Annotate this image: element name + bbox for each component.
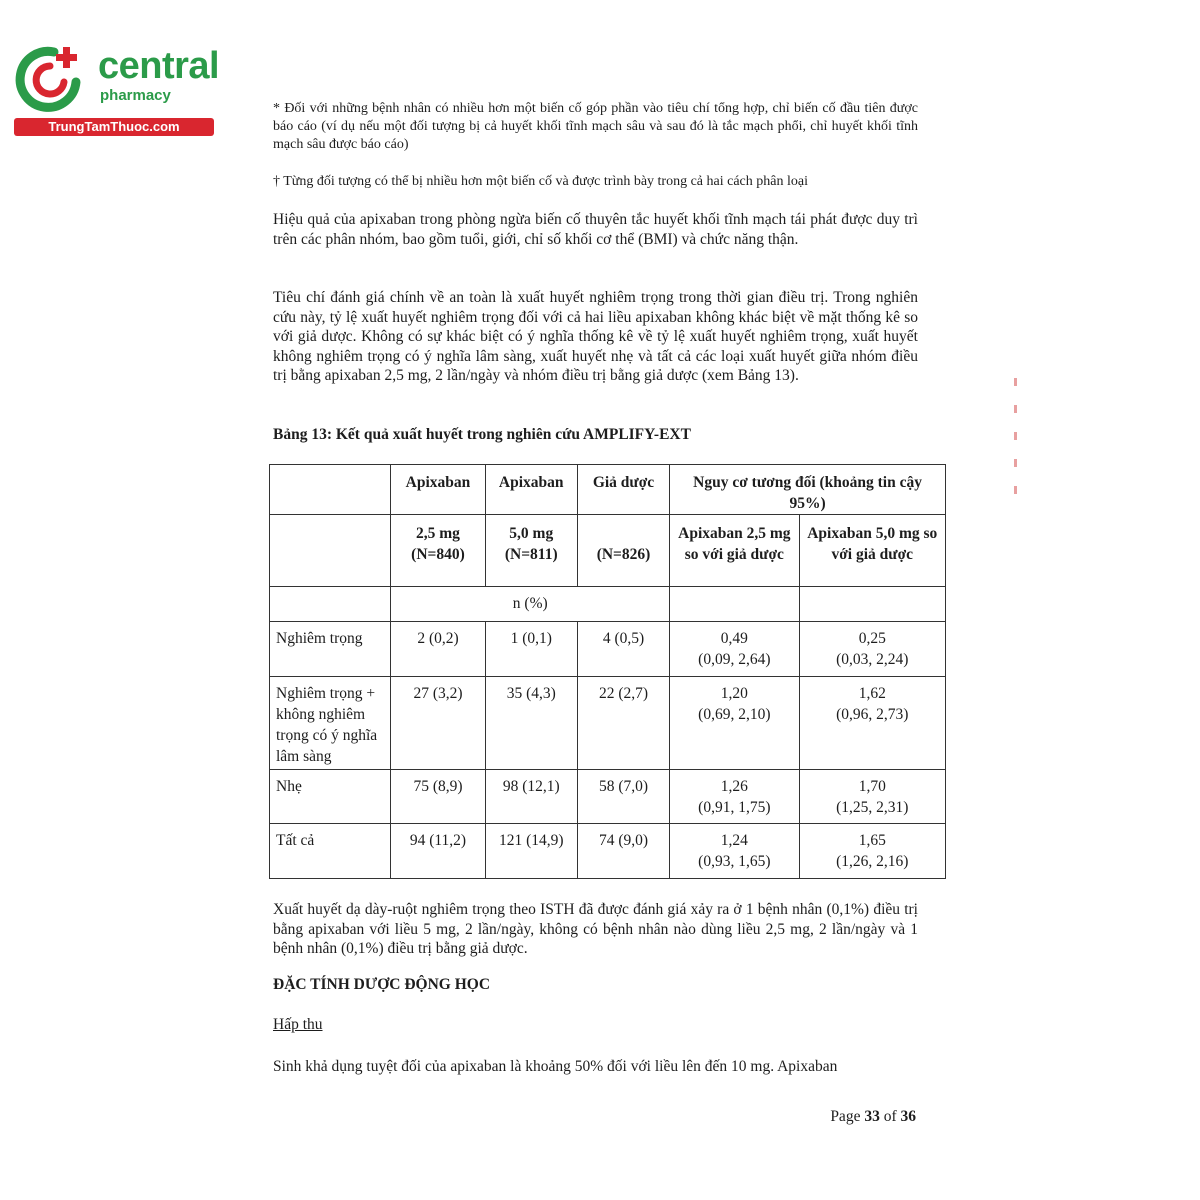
rr-value: 1,65 bbox=[858, 832, 886, 849]
row-label: Tất cả bbox=[270, 824, 391, 879]
rr-header-50: Apixaban 5,0 mg so với giả dược bbox=[799, 515, 945, 587]
table-row bbox=[270, 677, 946, 770]
logo-name: central bbox=[98, 45, 220, 87]
table-header-row bbox=[270, 465, 946, 515]
rr-header-25: Apixaban 2,5 mg so với giả dược bbox=[670, 515, 799, 587]
cell-apixaban-50: 98 (12,1) bbox=[485, 770, 577, 824]
unit-row bbox=[270, 587, 946, 622]
ci-value: (0,91, 1,75) bbox=[698, 799, 771, 816]
section-subheading: Hấp thu bbox=[273, 1016, 323, 1033]
page-prefix: Page bbox=[830, 1108, 861, 1125]
table-row bbox=[270, 770, 946, 824]
paragraph-efficacy: Hiệu quả của apixaban trong phòng ngừa biến cố thuyên tắc huyết khối tĩnh mạch tái phát được duy trì trên các phân nhóm, bao gồm tuổi, giới, chỉ số khối cơ thể (BMI) và chức năng thận. bbox=[273, 211, 918, 248]
margin-stamp-marks bbox=[1008, 378, 1022, 528]
ci-value: (0,69, 2,10) bbox=[698, 706, 771, 723]
n-50: (N=811) bbox=[504, 546, 558, 563]
logo-url[interactable]: TrungTamThuoc.com bbox=[14, 118, 214, 136]
footnote-asterisk: * Đối với những bệnh nhân có nhiều hơn một biến cố góp phần vào tiêu chí tổng hợp, chỉ biến cố đầu tiên được báo cáo (ví dụ nếu một đối tượng bị cả huyết khối tĩnh mạch sâu và sau đó là tắc mạch phổi, chỉ huyết khối tĩnh mạch sâu được báo cáo) bbox=[273, 101, 918, 152]
paragraph-gi-bleeding: Xuất huyết dạ dày-ruột nghiêm trọng theo ISTH đã được đánh giá xảy ra ở 1 bệnh nhân (0,1%) điều trị bằng apixaban với liều 5 mg, 2 lần/ngày, không có bệnh nhân nào dùng liều 2,5 mg, 2 lần/ngày và 1 bệnh nhân (0,1%) điều trị bằng giả dược. bbox=[273, 901, 918, 957]
cell-apixaban-25: 75 (8,9) bbox=[391, 770, 485, 824]
cell-apixaban-50: 121 (14,9) bbox=[485, 824, 577, 879]
cell-placebo: 58 (7,0) bbox=[577, 770, 669, 824]
dose-50: 5,0 mg bbox=[509, 525, 554, 542]
paragraph-safety: Tiêu chí đánh giá chính về an toàn là xuất huyết nghiêm trọng trong thời gian điều trị. Trong nghiên cứu này, tỷ lệ xuất huyết nghiêm trọng đối với cả hai liều apixaban không khác biệt về mặt thống kê so với giả dược. Không có sự khác biệt có ý nghĩa thống kê về tỷ lệ xuất huyết nghiêm trọng, xuất huyết không nghiêm trọng có ý nghĩa lâm sàng, xuất huyết nhẹ và tất cả các loại xuất huyết giữa nhóm điều trị bằng apixaban 2,5 mg, 2 lần/ngày và nhóm điều trị bằng giả dược (xem Bảng 13). bbox=[273, 289, 918, 384]
rr-value: 1,26 bbox=[720, 778, 748, 795]
row-label: Nghiêm trọng + không nghiêm trọng có ý nghĩa lâm sàng bbox=[270, 677, 391, 770]
bleeding-results-table bbox=[269, 464, 946, 879]
section-heading: ĐẶC TÍNH DƯỢC ĐỘNG HỌC bbox=[273, 976, 491, 993]
unit-label: n (%) bbox=[391, 587, 670, 622]
dose-cell-25 bbox=[391, 515, 485, 587]
page-current: 33 bbox=[864, 1108, 880, 1125]
cell-placebo: 4 (0,5) bbox=[577, 622, 669, 677]
logo-subtitle: pharmacy bbox=[100, 87, 171, 104]
cell-placebo: 74 (9,0) bbox=[577, 824, 669, 879]
ci-value: (0,03, 2,24) bbox=[836, 651, 909, 668]
ci-value: (0,09, 2,64) bbox=[698, 651, 771, 668]
table-subheader-empty bbox=[270, 515, 391, 587]
cell-apixaban-50: 1 (0,1) bbox=[485, 622, 577, 677]
rr-value: 1,70 bbox=[858, 778, 886, 795]
rr-value: 1,24 bbox=[720, 832, 748, 849]
cell-rr-25 bbox=[670, 824, 799, 879]
page-of: of bbox=[883, 1108, 897, 1125]
table-subheader-row bbox=[270, 515, 946, 587]
cell-rr-50 bbox=[799, 824, 945, 879]
rr-value: 1,62 bbox=[858, 685, 886, 702]
dose-25: 2,5 mg bbox=[416, 525, 460, 542]
page-total: 36 bbox=[900, 1108, 916, 1125]
dose-cell-50 bbox=[485, 515, 577, 587]
footnote-dagger: † Từng đối tượng có thể bị nhiều hơn một biến cố và được trình bày trong cả hai cách phân loại bbox=[273, 174, 808, 189]
row-label: Nhẹ bbox=[270, 770, 391, 824]
cell-apixaban-25: 2 (0,2) bbox=[391, 622, 485, 677]
cell-rr-25 bbox=[670, 770, 799, 824]
cell-rr-50 bbox=[799, 770, 945, 824]
row-label: Nghiêm trọng bbox=[270, 622, 391, 677]
cell-apixaban-25: 94 (11,2) bbox=[391, 824, 485, 879]
cell-rr-25 bbox=[670, 622, 799, 677]
col-header-apixaban-25: Apixaban bbox=[391, 465, 485, 515]
rr-value: 1,20 bbox=[720, 685, 748, 702]
ci-value: (0,96, 2,73) bbox=[836, 706, 909, 723]
paragraph-absorption: Sinh khả dụng tuyệt đối của apixaban là khoảng 50% đối với liều lên đến 10 mg. Apixaban bbox=[273, 1058, 838, 1075]
n-25: (N=840) bbox=[411, 546, 465, 563]
table-row bbox=[270, 824, 946, 879]
table-caption: Bảng 13: Kết quả xuất huyết trong nghiên cứu AMPLIFY-EXT bbox=[273, 426, 691, 443]
central-pharmacy-logo[interactable] bbox=[10, 38, 220, 138]
rr-value: 0,49 bbox=[720, 630, 748, 647]
rr-value: 0,25 bbox=[858, 630, 886, 647]
col-header-apixaban-50: Apixaban bbox=[485, 465, 577, 515]
cell-rr-25 bbox=[670, 677, 799, 770]
cell-rr-50 bbox=[799, 622, 945, 677]
col-header-relative-risk: Nguy cơ tương đối (khoảng tin cậy 95%) bbox=[670, 465, 946, 515]
cell-rr-50 bbox=[799, 677, 945, 770]
cell-apixaban-50: 35 (4,3) bbox=[485, 677, 577, 770]
cell-apixaban-25: 27 (3,2) bbox=[391, 677, 485, 770]
n-placebo: (N=826) bbox=[577, 515, 669, 587]
cell-placebo: 22 (2,7) bbox=[577, 677, 669, 770]
col-header-placebo: Giả dược bbox=[577, 465, 669, 515]
logo-mark-icon bbox=[10, 38, 90, 118]
table-row bbox=[270, 622, 946, 677]
ci-value: (0,93, 1,65) bbox=[698, 853, 771, 870]
page-number bbox=[830, 1108, 916, 1126]
ci-value: (1,26, 2,16) bbox=[836, 853, 909, 870]
ci-value: (1,25, 2,31) bbox=[836, 799, 909, 816]
table-header-empty bbox=[270, 465, 391, 515]
